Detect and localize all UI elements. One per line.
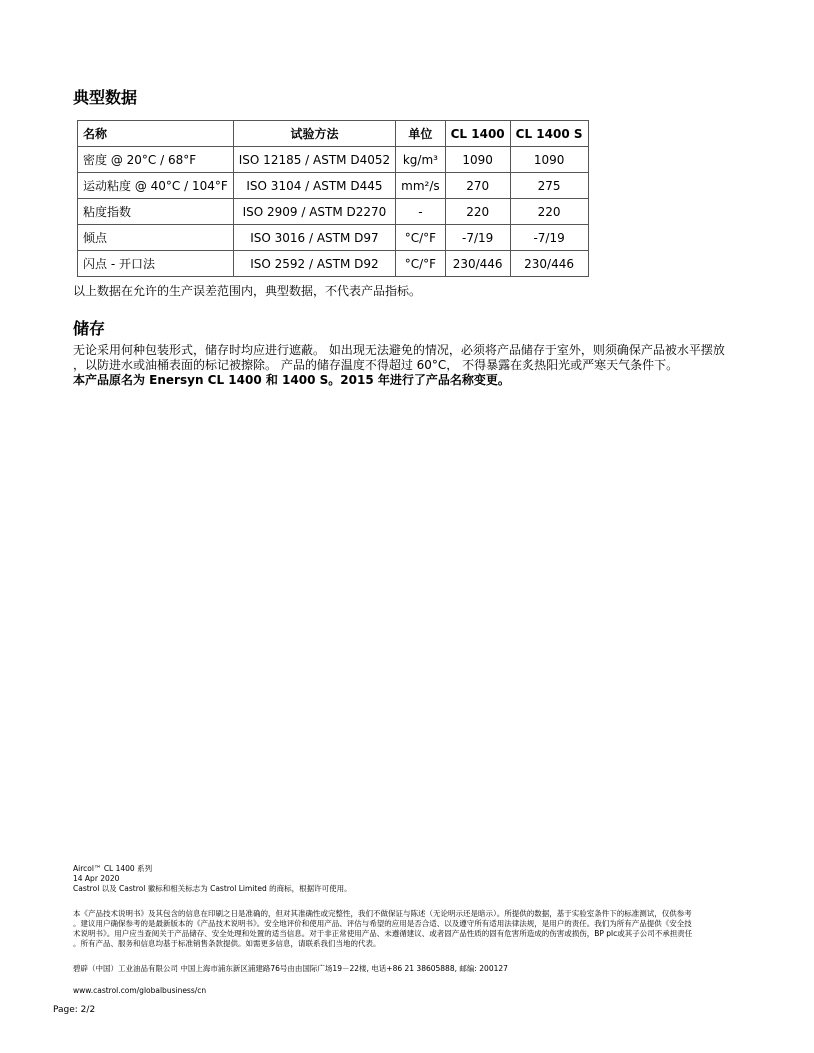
cell-unit: - (396, 199, 445, 225)
page-number: Page: 2/2 (53, 1005, 96, 1015)
footer-trademark: Castrol 以及 Castrol 徽标和相关标志为 Castrol Limited 的商标，根据许可使用。 (73, 884, 352, 893)
storage-text-line: ，以防进水或油桶表面的标记被擦除。 产品的储存温度不得超过 60°C， 不得暴露在炙热阳光或严寒天气条件下。 (73, 358, 679, 372)
column-header-name: 名称 (78, 121, 234, 147)
cell-cl-1400-s: 1090 (510, 147, 588, 173)
section-heading-storage: 储存 (73, 319, 106, 338)
footer-company-address: 碧辟（中国）工业油品有限公司 中国上海市浦东新区浦建路76号由由国际广场19－22楼, 电话+86 21 38605888, 邮编: 200127 (73, 964, 508, 973)
footer-product-info (73, 864, 352, 894)
cell-cl-1400-s: 220 (510, 199, 588, 225)
footer-date: 14 Apr 2020 (73, 874, 120, 883)
column-header-cl-1400: CL 1400 (445, 121, 510, 147)
disclaimer-line: 本《产品技术说明书》及其包含的信息在印刷之日是准确的，但对其准确性或完整性，我们不做保证与陈述（无论明示还是暗示）。所提供的数据，基于实验室条件下的标准测试，仅供参考 (73, 909, 692, 918)
cell-cl-1400-s: -7/19 (510, 225, 588, 251)
disclaimer-line: 术说明书》。用户应当查阅关于产品储存、安全处理和处置的适当信息。对于非正常使用产品、未遵循建议、或者固产品性质的固有危害所造成的伤害或损伤，BP plc或其子公司不承担责任 (73, 929, 693, 938)
typical-data-table (77, 120, 589, 277)
cell-cl-1400-s: 230/446 (510, 251, 588, 277)
storage-text-line: 无论采用何种包装形式，储存时均应进行遮蔽。 如出现无法避免的情况，必须将产品储存于室外，则须确保产品被水平摆放 (73, 343, 725, 357)
cell-cl-1400-s: 275 (510, 173, 588, 199)
footer-product-name: Aircol™ CL 1400 系列 (73, 864, 153, 873)
cell-cl-1400: 1090 (445, 147, 510, 173)
column-header-test-method: 试验方法 (233, 121, 395, 147)
cell-test-method: ISO 2909 / ASTM D2270 (233, 199, 395, 225)
section-heading-typical-data: 典型数据 (73, 88, 138, 107)
cell-unit: °C/°F (396, 251, 445, 277)
disclaimer-line: 。建议用户确保参考的是最新版本的《产品技术说明书》。安全地评价和使用产品、评估与希望的应用是否合适、以及遵守所有适用法律法规，是用户的责任。我们为所有产品提供《安全技 (73, 919, 692, 928)
table-row (78, 199, 589, 225)
cell-unit: kg/m³ (396, 147, 445, 173)
column-header-unit: 单位 (396, 121, 445, 147)
table-header-row (78, 121, 589, 147)
footer-website-link[interactable]: www.castrol.com/globalbusiness/cn (73, 986, 207, 995)
cell-cl-1400: 270 (445, 173, 510, 199)
disclaimer-line: 。所有产品、服务和信息均基于标准销售条款提供。如需更多信息，请联系我们当地的代表。 (73, 939, 381, 948)
table-row (78, 251, 589, 277)
table-row (78, 147, 589, 173)
product-rename-note: 本产品原名为 Enersyn CL 1400 和 1400 S。2015 年进行了产品名称变更。 (73, 373, 510, 387)
cell-property-name: 密度 @ 20°C / 68°F (78, 147, 234, 173)
column-header-cl-1400-s: CL 1400 S (510, 121, 588, 147)
cell-unit: °C/°F (396, 225, 445, 251)
table-row (78, 225, 589, 251)
cell-test-method: ISO 3016 / ASTM D97 (233, 225, 395, 251)
typical-data-note: 以上数据在允许的生产误差范围内，典型数据，不代表产品指标。 (73, 284, 422, 298)
footer-disclaimer (73, 909, 692, 949)
cell-property-name: 闪点 - 开口法 (78, 251, 234, 277)
cell-property-name: 倾点 (78, 225, 234, 251)
cell-cl-1400: 220 (445, 199, 510, 225)
cell-test-method: ISO 2592 / ASTM D92 (233, 251, 395, 277)
cell-cl-1400: 230/446 (445, 251, 510, 277)
table-row (78, 173, 589, 199)
cell-test-method: ISO 12185 / ASTM D4052 (233, 147, 395, 173)
cell-property-name: 粘度指数 (78, 199, 234, 225)
cell-property-name: 运动粘度 @ 40°C / 104°F (78, 173, 234, 199)
storage-paragraph (73, 343, 753, 388)
cell-test-method: ISO 3104 / ASTM D445 (233, 173, 395, 199)
cell-cl-1400: -7/19 (445, 225, 510, 251)
cell-unit: mm²/s (396, 173, 445, 199)
